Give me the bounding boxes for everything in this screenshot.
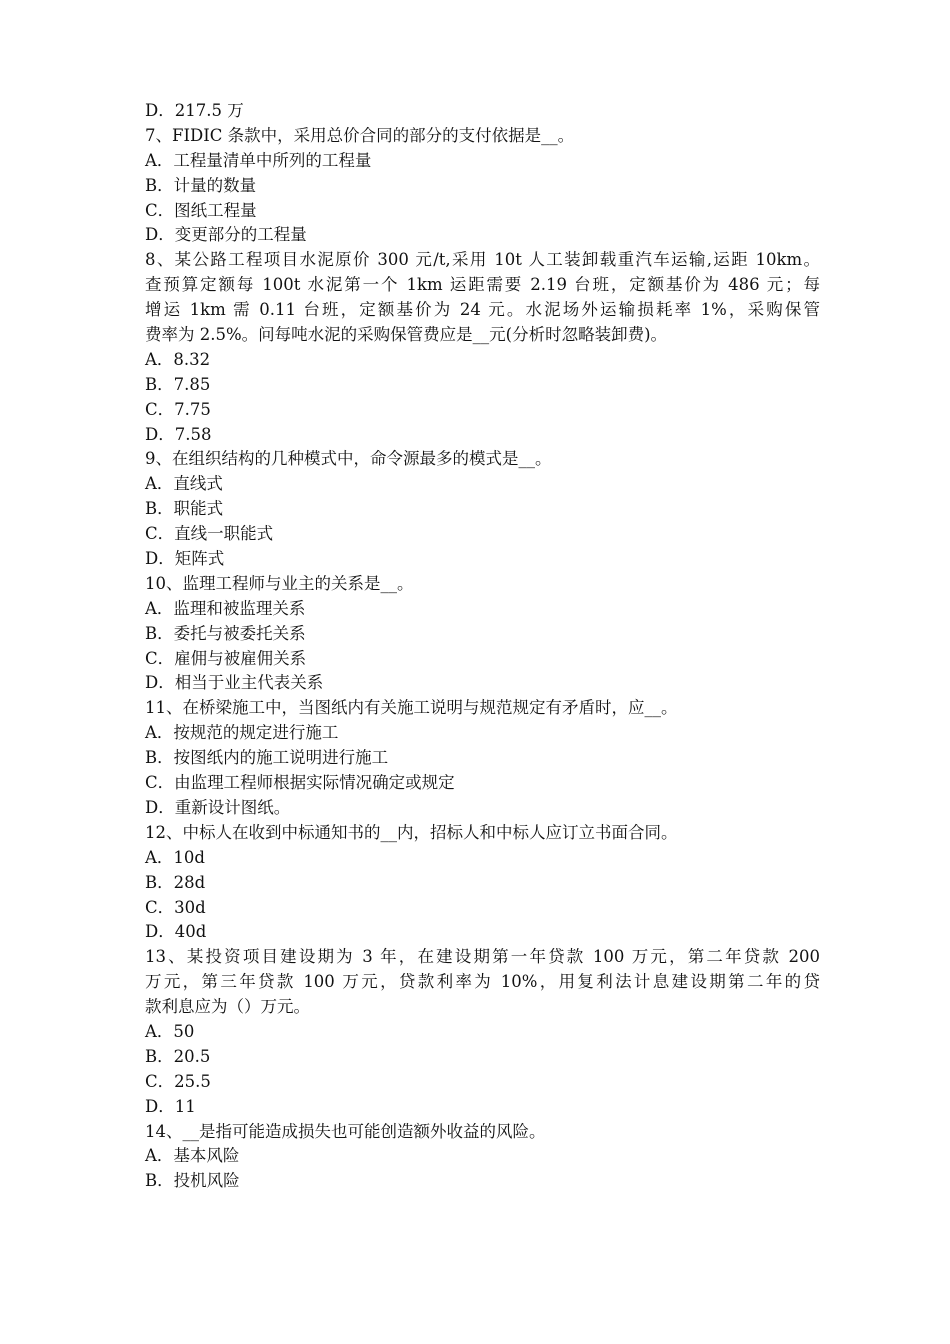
answer-option: D．7.58 [145,424,212,444]
answer-option: D．40d [145,922,207,942]
answer-option: B．按图纸内的施工说明进行施工 [145,748,389,768]
question-text: 款利息应为（）万元。 [145,997,310,1017]
question-text: 增运 1km 需 0.11 台班，定额基价为 24 元。水泥场外运输损耗率 1%，采购保管 [145,300,820,320]
question-text: 11、在桥梁施工中，当图纸内有关施工说明与规范规定有矛盾时，应__。 [145,698,678,718]
answer-option: B．委托与被委托关系 [145,623,306,643]
question-text: 13、某投资项目建设期为 3 年，在建设期第一年贷款 100 万元，第二年贷款 200 [145,947,820,967]
answer-option: A．按规范的规定进行施工 [145,723,339,743]
answer-option: C．30d [145,897,206,917]
answer-option: B．计量的数量 [145,175,257,195]
question-text: 14、__是指可能造成损失也可能创造额外收益的风险。 [145,1121,546,1141]
answer-option: A．8.32 [145,349,211,369]
answer-option: D．变更部分的工程量 [145,225,307,245]
answer-option: C．直线一职能式 [145,524,274,544]
answer-option: C．25.5 [145,1071,211,1091]
answer-option: C．由监理工程师根据实际情况确定或规定 [145,773,455,793]
answer-option: A．基本风险 [145,1146,240,1166]
question-text: 9、在组织结构的几种模式中，命令源最多的模式是__。 [145,449,552,469]
answer-option: B．投机风险 [145,1171,240,1191]
answer-option: A．工程量清单中所列的工程量 [145,150,372,170]
question-text: 7、FIDIC 条款中，采用总价合同的部分的支付依据是__。 [145,125,575,145]
answer-option: B．28d [145,872,206,892]
answer-option: B．7.85 [145,374,211,394]
answer-option: D．矩阵式 [145,549,225,569]
document-page [145,99,820,1194]
answer-option: D．11 [145,1096,196,1116]
question-text: 12、中标人在收到中标通知书的__内，招标人和中标人应订立书面合同。 [145,822,678,842]
answer-option: B．职能式 [145,499,224,519]
answer-option: D．重新设计图纸。 [145,797,291,817]
answer-option: A．10d [145,847,205,867]
question-text: 查预算定额每 100t 水泥第一个 1km 运距需要 2.19 台班，定额基价为 486 元；每 [145,275,820,295]
question-text: 费率为 2.5%。问每吨水泥的采购保管费应是__元(分析时忽略装卸费)。 [145,325,668,345]
answer-option: D．相当于业主代表关系 [145,673,324,693]
answer-option: C．图纸工程量 [145,200,257,220]
question-text: 8、某公路工程项目水泥原价 300 元/t,采用 10t 人工装卸载重汽车运输,运距 10km。 [145,250,820,270]
question-text: 万元，第三年贷款 100 万元，贷款利率为 10%，用复利法计息建设期第二年的贷 [145,972,820,992]
answer-option: D．217.5 万 [145,101,244,120]
answer-option: A．监理和被监理关系 [145,598,306,618]
answer-option: A．50 [145,1021,195,1041]
answer-option: C．雇佣与被雇佣关系 [145,648,307,668]
answer-option: A．直线式 [145,474,223,494]
answer-option: B．20.5 [145,1046,211,1066]
answer-option: C．7.75 [145,399,211,419]
question-text: 10、监理工程师与业主的关系是__。 [145,573,414,593]
